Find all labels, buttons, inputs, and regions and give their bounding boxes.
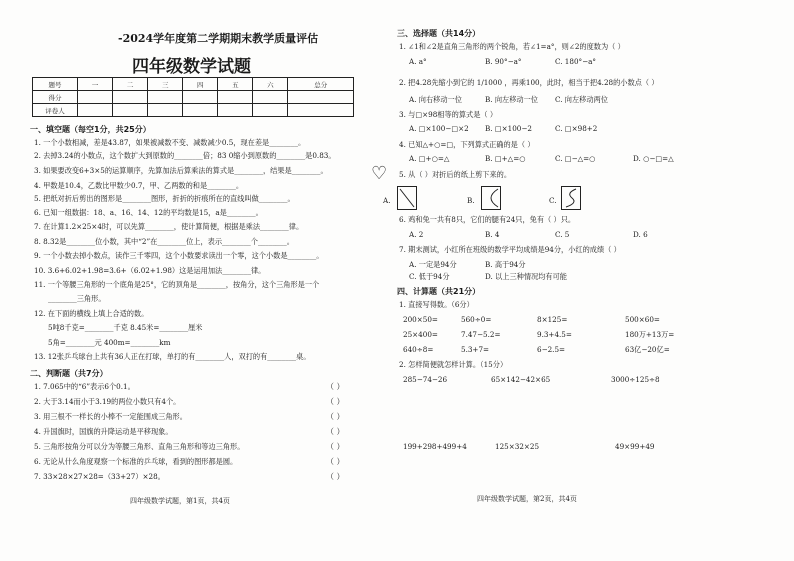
folded-paper-a-icon bbox=[397, 186, 417, 210]
fill-q1: 1. 一个小数相减，差是43.87，如果被减数不变、减数减少0.5，现在差是________。 bbox=[34, 138, 306, 147]
fill-q9: 9. 一个小数去掉小数点，读作三千零四，这个小数要求读出一个零，这个小数是________。 bbox=[34, 251, 324, 260]
judge-answer-4[interactable]: （ ） bbox=[326, 427, 345, 436]
choice-q4-a[interactable]: A. □+○=△ bbox=[409, 154, 450, 163]
fill-q8: 8. 8.32是________位小数，其中“2”在________位上，表示________个________。 bbox=[34, 237, 294, 246]
choice-q7-b[interactable]: B. 高于94分 bbox=[485, 260, 526, 269]
page-2 bbox=[371, 0, 794, 561]
judge-answer-3[interactable]: （ ） bbox=[326, 412, 345, 421]
score-table-header-row: 题号 一 二 三 四 五 六 总分 bbox=[33, 78, 354, 91]
simple-r1c2: 65×142−42×65 bbox=[491, 375, 551, 384]
choice-q5-c[interactable]: C. bbox=[549, 196, 557, 205]
direct-calc-title: 1. 直接写得数。（6分） bbox=[399, 300, 474, 309]
direct-r3c4: 63亿−20亿= bbox=[625, 345, 670, 354]
heart-shape-icon: ♡ bbox=[371, 163, 388, 184]
judge-q4: 4. 升国旗时，国旗的升降运动是平移现象。 bbox=[34, 427, 173, 436]
choice-q3: 3. 与□×98相等的算式是（ ） bbox=[399, 110, 498, 119]
page-2-footer: 四年级数学试题，第2页，共4页 bbox=[477, 495, 577, 503]
choice-q2-a[interactable]: A. 向右移动一位 bbox=[409, 95, 462, 104]
choice-q7-d[interactable]: D. 以上三种情况均有可能 bbox=[485, 272, 567, 281]
direct-r2c3: 9.3+4.5= bbox=[537, 330, 572, 339]
fill-q12: 12. 在下面的横线上填上合适的数。 bbox=[34, 309, 149, 318]
choice-q1-b[interactable]: B. 90°−a° bbox=[485, 57, 522, 66]
section-fill-title: 一、填空题（每空1分，共25分） bbox=[30, 125, 151, 134]
direct-r3c3: 6−2.5= bbox=[537, 345, 566, 354]
section-calc-title: 四、计算题（共21分） bbox=[397, 287, 481, 296]
choice-q6-a[interactable]: A. 2 bbox=[409, 230, 424, 239]
fill-q3: 3. 如果要改变6+3×5的运算顺序，先算加法后算乘法的算式是________，结果是________。 bbox=[34, 166, 328, 175]
judge-q6: 6. 无论从什么角度观察一个标准的乒乓球，看到的图形都是圆。 bbox=[34, 457, 238, 466]
folded-paper-c-icon bbox=[561, 186, 581, 210]
judge-q2: 2. 大于3.14而小于3.19的两位小数只有4个。 bbox=[34, 397, 181, 406]
fill-q11-cont: ________三角形。 bbox=[48, 294, 106, 303]
grader-row: 评卷人 bbox=[33, 104, 354, 117]
direct-r1c1: 200×50= bbox=[403, 315, 438, 324]
score-table bbox=[32, 77, 354, 117]
direct-r1c2: 560÷0= bbox=[461, 315, 492, 324]
score-row: 得分 bbox=[33, 91, 354, 104]
choice-q4-c[interactable]: C. □−△=○ bbox=[555, 154, 596, 163]
choice-q4-d[interactable]: D. ○−□=△ bbox=[633, 154, 674, 163]
fill-q12-b: 5角=________元 400m=________km bbox=[48, 338, 171, 347]
fill-q2: 2. 去掉3.24的小数点，这个数扩大到原数的________倍；83 0缩小到原数的________是0.83。 bbox=[34, 151, 336, 160]
choice-q2-c[interactable]: C. 向左移动两位 bbox=[555, 95, 608, 104]
simple-r2c2: 125×32×25 bbox=[495, 442, 540, 451]
simple-r2c1: 199+298+499+4 bbox=[403, 442, 467, 451]
choice-q7: 7. 期末测试，小红所在班级的数学平均成绩是94分，小红的成绩（ ） bbox=[399, 245, 621, 254]
judge-answer-5[interactable]: （ ） bbox=[326, 442, 345, 451]
direct-r1c4: 500×60= bbox=[625, 315, 660, 324]
choice-q7-a[interactable]: A. 一定是94分 bbox=[409, 260, 457, 269]
direct-r3c1: 640÷8= bbox=[403, 345, 434, 354]
choice-q1-c[interactable]: C. 180°−a° bbox=[555, 57, 597, 66]
choice-q6-d[interactable]: D. 6 bbox=[633, 230, 648, 239]
choice-q4-b[interactable]: B. □+△=○ bbox=[485, 154, 526, 163]
choice-q1-a[interactable]: A. a° bbox=[409, 57, 427, 66]
choice-q6-b[interactable]: B. 4 bbox=[485, 230, 500, 239]
fill-q12-a: 5吨8千克=________千克 8.45米=________厘米 bbox=[48, 323, 203, 332]
simple-r1c1: 285−74−26 bbox=[403, 375, 448, 384]
simple-calc-title: 2. 怎样简便就怎样计算。（15分） bbox=[399, 360, 508, 369]
choice-q7-c[interactable]: C. 低于94分 bbox=[409, 272, 450, 281]
simple-r2c3: 49×99+49 bbox=[615, 442, 655, 451]
fill-q4: 4. 甲数是10.4，乙数比甲数少0.7，甲、乙两数的和是________。 bbox=[34, 181, 244, 190]
judge-answer-6[interactable]: （ ） bbox=[326, 457, 345, 466]
direct-r1c3: 8×125= bbox=[537, 315, 568, 324]
direct-r3c2: 5.3+7= bbox=[461, 345, 490, 354]
choice-q5: 5. 从（ ）对折后的纸上剪下来的。 bbox=[399, 170, 512, 179]
fill-q13: 13. 12张乒乓球台上共有36人正在打球，单打的有________人，双打的有________桌。 bbox=[34, 352, 311, 361]
direct-r2c4: 180万+13万= bbox=[625, 330, 675, 339]
judge-answer-2[interactable]: （ ） bbox=[326, 397, 345, 406]
section-judge-title: 二、判断题（共7分） bbox=[30, 369, 108, 378]
judge-q1: 1. 7.065中的“6”表示6个0.1。 bbox=[34, 382, 135, 391]
choice-q3-b[interactable]: B. □×100−2 bbox=[485, 124, 532, 133]
section-choice-title: 三、选择题（共14分） bbox=[397, 29, 481, 38]
direct-r2c1: 25×400= bbox=[403, 330, 438, 339]
fill-q10: 10. 3.6+6.02+1.98=3.6+（6.02+1.98）这是运用加法________律。 bbox=[34, 266, 266, 275]
choice-q5-a[interactable]: A. bbox=[383, 196, 391, 205]
fill-q6: 6. 已知一组数据：18、a、16、14、12的平均数是15，a是________。 bbox=[34, 208, 263, 217]
simple-r1c3: 3000÷125÷8 bbox=[611, 375, 660, 384]
fill-q11: 11. 一个等腰三角形的一个底角是25°，它的顶角是________，按角分，这个三角形是一个 bbox=[34, 280, 320, 289]
choice-q5-b[interactable]: B. bbox=[467, 196, 475, 205]
direct-r2c2: 7.47−5.2= bbox=[461, 330, 501, 339]
choice-q2: 2. 把4.28先缩小到它的 1/1000 ，再乘100，此时，相当于把4.28的小数点（ ） bbox=[399, 78, 659, 87]
fill-q7: 7. 在计算1.2×25×4时，可以先算________，使计算简便，根据是乘法________律。 bbox=[34, 222, 304, 231]
choice-q6-c[interactable]: C. 5 bbox=[555, 230, 570, 239]
choice-q3-c[interactable]: C. □×98+2 bbox=[555, 124, 598, 133]
exam-header: -2024学年度第二学期期末教学质量评估 bbox=[118, 32, 319, 45]
judge-q5: 5. 三角形按角分可以分为等腰三角形、直角三角形和等边三角形。 bbox=[34, 442, 245, 451]
choice-q6: 6. 鸡和兔一共有8只，它们的腿有24只，兔有（ ）只。 bbox=[399, 215, 576, 224]
judge-q3: 3. 用三根不一样长的小棒不一定能围成三角形。 bbox=[34, 412, 187, 421]
choice-q3-a[interactable]: A. □×100−□×2 bbox=[409, 124, 469, 133]
judge-q7: 7. 33×28×27×28=（33+27）×28。 bbox=[34, 472, 165, 481]
judge-answer-7[interactable]: （ ） bbox=[326, 472, 345, 481]
choice-q4: 4. 已知△+○=□，下列算式正确的是（ ） bbox=[399, 140, 535, 149]
folded-paper-b-icon bbox=[481, 186, 501, 210]
choice-q1: 1. ∠1和∠2是直角三角形的两个锐角，若∠1=a°，则∠2的度数为（ ） bbox=[399, 42, 625, 51]
judge-answer-1[interactable]: （ ） bbox=[326, 382, 345, 391]
fill-q5: 5. 把纸对折后剪出的图形是________图形，折折的折痕所在的直线叫做________。 bbox=[34, 194, 295, 203]
choice-q2-b[interactable]: B. 向左移动一位 bbox=[485, 95, 538, 104]
exam-title: 四年级数学试题 bbox=[132, 57, 251, 77]
page-1-footer: 四年级数学试题，第1页，共4页 bbox=[130, 497, 230, 505]
